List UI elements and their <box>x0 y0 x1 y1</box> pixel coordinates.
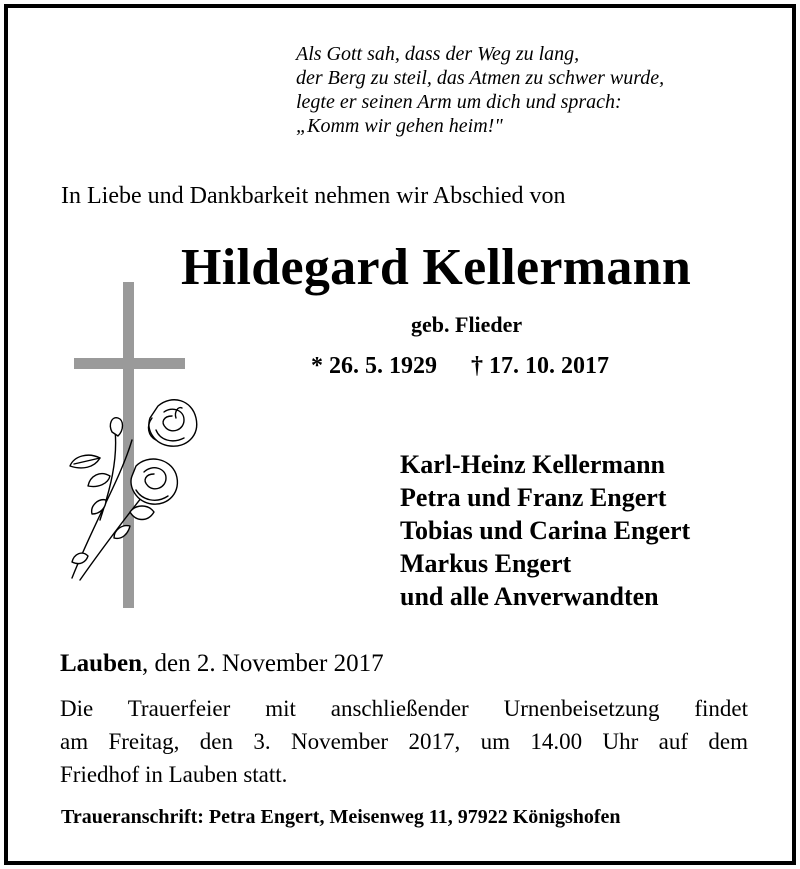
life-dates <box>311 353 609 380</box>
death-date: † 17. 10. 2017 <box>471 353 609 379</box>
mourner: Markus Engert <box>400 549 572 578</box>
poem-line: „Komm wir gehen heim!" <box>296 115 503 137</box>
cross-vertical <box>123 282 134 608</box>
intro-text: In Liebe und Dankbarkeit nehmen wir Abschied von <box>61 183 566 209</box>
poem-line: legte er seinen Arm um dich und sprach: <box>296 91 622 113</box>
ceremony-line: Die Trauerfeier mit anschließender Urnenbeisetzung findet <box>60 696 748 721</box>
cross-with-roses-illustration <box>60 280 200 610</box>
mourner: Tobias und Carina Engert <box>400 516 691 545</box>
poem-line: Als Gott sah, dass der Weg zu lang, <box>296 43 580 65</box>
cross-horizontal <box>74 358 185 369</box>
mourner: Petra und Franz Engert <box>400 483 667 512</box>
place-name: Lauben <box>60 650 142 677</box>
deceased-name: Hildegard Kellermann <box>181 239 692 296</box>
mourning-address: Traueranschrift: Petra Engert, Meisenweg 11, 97922 Königshofen <box>61 806 621 828</box>
poem <box>296 42 664 138</box>
ceremony-line: am Freitag, den 3. November 2017, um 14.00 Uhr auf dem <box>60 729 748 754</box>
ceremony-info <box>60 692 748 791</box>
date-text: , den 2. November 2017 <box>141 650 384 677</box>
birth-date: * 26. 5. 1929 <box>311 353 437 379</box>
poem-line: der Berg zu steil, das Atmen zu schwer wurde, <box>296 67 665 89</box>
mourners-list <box>400 448 690 613</box>
mourner: Karl-Heinz Kellermann <box>400 450 666 479</box>
maiden-name: geb. Flieder <box>411 312 523 337</box>
place-date <box>60 650 384 678</box>
mourner: und alle Anverwandten <box>400 582 659 611</box>
ceremony-line: Friedhof in Lauben statt. <box>60 762 288 787</box>
